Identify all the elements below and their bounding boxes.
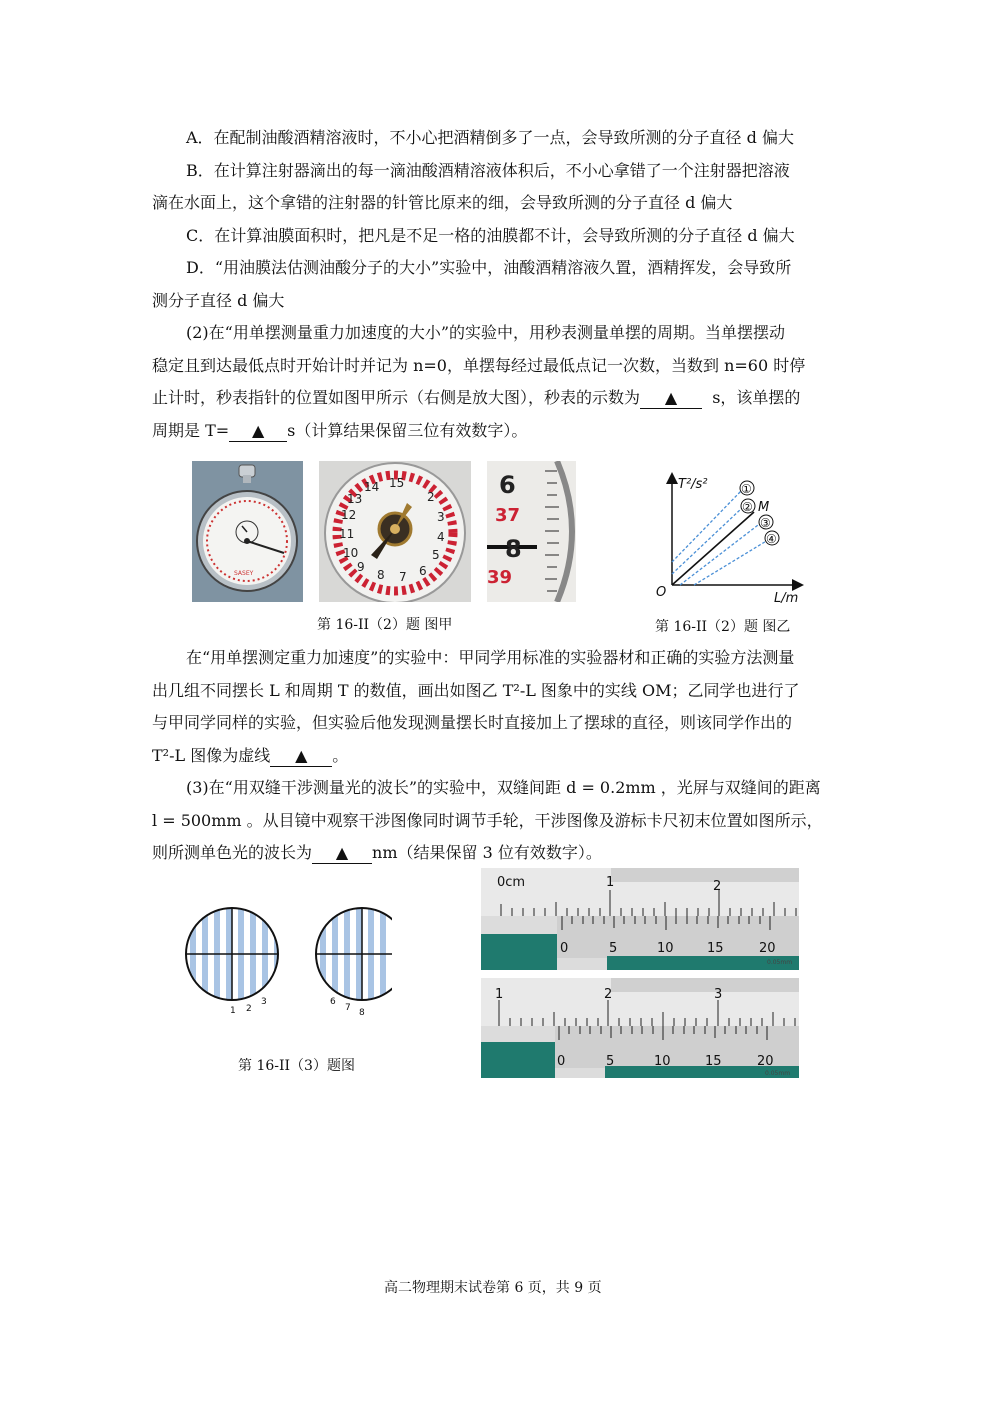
caliper-initial [481,868,799,970]
scale-num-6: 6 [499,471,516,499]
caliper-final [481,978,799,1078]
caliper-top-0cm: 0cm [497,875,526,890]
dashed-line-2 [672,508,742,574]
q2-line1: (2)在“用单摆测量重力加速度的大小”的实验中，用秒表测量单摆的周期。当单摆摆动 [186,323,786,342]
label-line-2: ② [742,500,753,514]
fringe-right [312,902,392,1002]
q2-line3-tail: s，该单摆的 [712,388,801,407]
vernier-top-0: 0 [560,941,569,956]
caption-jia: 第 16-II（2）题 图甲 [317,617,453,633]
caliper-bottom-1: 1 [495,987,504,1002]
dial-num-4: 4 [437,530,445,544]
dial-num-11: 11 [339,527,355,541]
graph-m: M [758,500,770,515]
scale-num-37: 37 [495,505,521,526]
dial-num-13: 13 [347,492,363,506]
fringe-label-6: 6 [330,997,336,1007]
dial-num-15: 15 [389,476,405,490]
p2-line2: 出几组不同摆长 L 和周期 T 的数值，画出如图乙 T²-L 图象中的实线 OM；乙同学也进行了 [152,681,800,700]
dashed-line-4 [694,540,768,585]
q3-line2: l = 500mm 。从目镜中观察干涉图像同时调节手轮，干涉图像及游标卡尺初末位置如图所示， [152,811,823,830]
t2-l-graph [650,470,810,610]
dial-num-10: 10 [343,546,359,560]
dial-num-12: 12 [341,508,357,522]
option-d-line1: D．“用油膜法估测油酸分子的大小”实验中，油酸酒精溶液久置，酒精挥发，会导致所 [186,258,792,277]
option-a: A．在配制油酸酒精溶液时，不小心把酒精倒多了一点，会导致所测的分子直径 d 偏大 [186,128,794,147]
fringe-label-2: 2 [246,1004,252,1014]
stopwatch-scale-zoom [487,461,576,602]
dial-num-8: 8 [377,568,385,582]
q2-line4-tail: s（计算结果保留三位有效数字）。 [287,421,528,440]
q2-line3 [152,388,800,409]
caliper-top-1: 1 [606,875,615,890]
q2-line4 [152,421,527,442]
q3-line3-text: 则所测单色光的波长为 [152,843,313,862]
dial-num-14: 14 [364,480,380,494]
q3-line1: (3)在“用双缝干涉测量光的波长”的实验中，双缝间距 d = 0.2mm ，光屏与双缝间的距离 [186,778,821,797]
caliper-bottom-3: 3 [714,987,723,1002]
vernier-top-15: 15 [707,941,724,956]
vernier-top-precision: 0.05mm [767,959,793,966]
dial-num-7: 7 [399,570,407,584]
answer-blank-dashed-line[interactable]: ▲ [270,746,332,767]
answer-blank-stopwatch[interactable]: ▲ [640,388,702,409]
fringe-label-7: 7 [345,1003,351,1013]
fringe-left [182,902,282,1002]
label-line-3: ③ [760,516,771,530]
q2-line2: 稳定且到达最低点时开始计时并记为 n=0，单摆每经过最低点记一次数，当数到 n=60 时停 [152,356,806,375]
dial-num-6: 6 [419,564,427,578]
scale-num-8: 8 [505,535,522,563]
option-d-line2: 测分子直径 d 偏大 [152,291,285,310]
dashed-line-3 [680,522,762,585]
p2-line4-text: T²-L 图像为虚线 [152,746,271,765]
dial-num-2: 2 [427,490,435,504]
fringe-label-1: 1 [230,1006,236,1016]
q3-line3 [152,843,602,864]
scale-num-39: 39 [487,567,513,588]
answer-blank-wavelength[interactable]: ▲ [312,843,372,864]
p2-line4 [152,746,348,767]
graph-origin: O [656,585,667,600]
fringe-figures [182,902,392,1022]
option-c: C．在计算油膜面积时，把凡是不足一格的油膜都不计，会导致所测的分子直径 d 偏大 [186,226,795,245]
graph-xlabel: L/m [774,591,799,606]
q3-line3-tail: nm（结果保留 3 位有效数字）。 [372,843,602,862]
stopwatch-brand: SASEY [234,570,254,577]
vernier-bottom-10: 10 [654,1054,671,1069]
q2-line4-text: 周期是 T= [152,421,230,440]
vernier-bottom-precision: 0.05mm [765,1070,791,1077]
vernier-bottom-15: 15 [705,1054,722,1069]
stopwatch-zoom-photo [319,461,471,602]
stopwatch-photo [192,461,303,602]
vernier-bottom-0: 0 [557,1054,566,1069]
dial-num-3: 3 [437,510,445,524]
vernier-top-20: 20 [759,941,776,956]
page-footer: 高二物理期末试卷第 6 页，共 9 页 [384,1280,602,1296]
option-b-line2: 滴在水面上，这个拿错的注射器的针管比原来的细，会导致所测的分子直径 d 偏大 [152,193,733,212]
option-b-line1: B．在计算注射器滴出的每一滴油酸酒精溶液体积后，不小心拿错了一个注射器把溶液 [186,161,790,180]
dial-num-9: 9 [357,560,365,574]
q2-line3-text: 止计时，秒表指针的位置如图甲所示（右侧是放大图），秒表的示数为 [152,388,641,407]
caliper-top-2: 2 [713,879,722,894]
p2-line3: 与甲同学同样的实验，但实验后他发现测量摆长时直接加上了摆球的直径，则该同学作出的 [152,713,793,732]
vernier-bottom-5: 5 [606,1054,615,1069]
label-line-1: ① [741,482,752,496]
fringe-label-3: 3 [261,997,267,1007]
dashed-line-1 [672,490,742,562]
answer-blank-period[interactable]: ▲ [229,421,287,442]
p2-line4-tail: 。 [332,746,349,765]
caption-yi: 第 16-II（2）题 图乙 [655,619,791,635]
p2-line1: 在“用单摆测定重力加速度”的实验中：甲同学用标准的实验器材和正确的实验方法测量 [186,648,795,667]
caliper-bottom-2: 2 [604,987,613,1002]
vernier-top-10: 10 [657,941,674,956]
vernier-bottom-20: 20 [757,1054,774,1069]
label-line-4: ④ [766,532,777,546]
fringe-label-8: 8 [359,1008,365,1018]
caption-3: 第 16-II（3）题图 [238,1058,355,1074]
vernier-top-5: 5 [609,941,618,956]
dial-num-5: 5 [432,548,440,562]
graph-ylabel: T²/s² [678,477,708,492]
